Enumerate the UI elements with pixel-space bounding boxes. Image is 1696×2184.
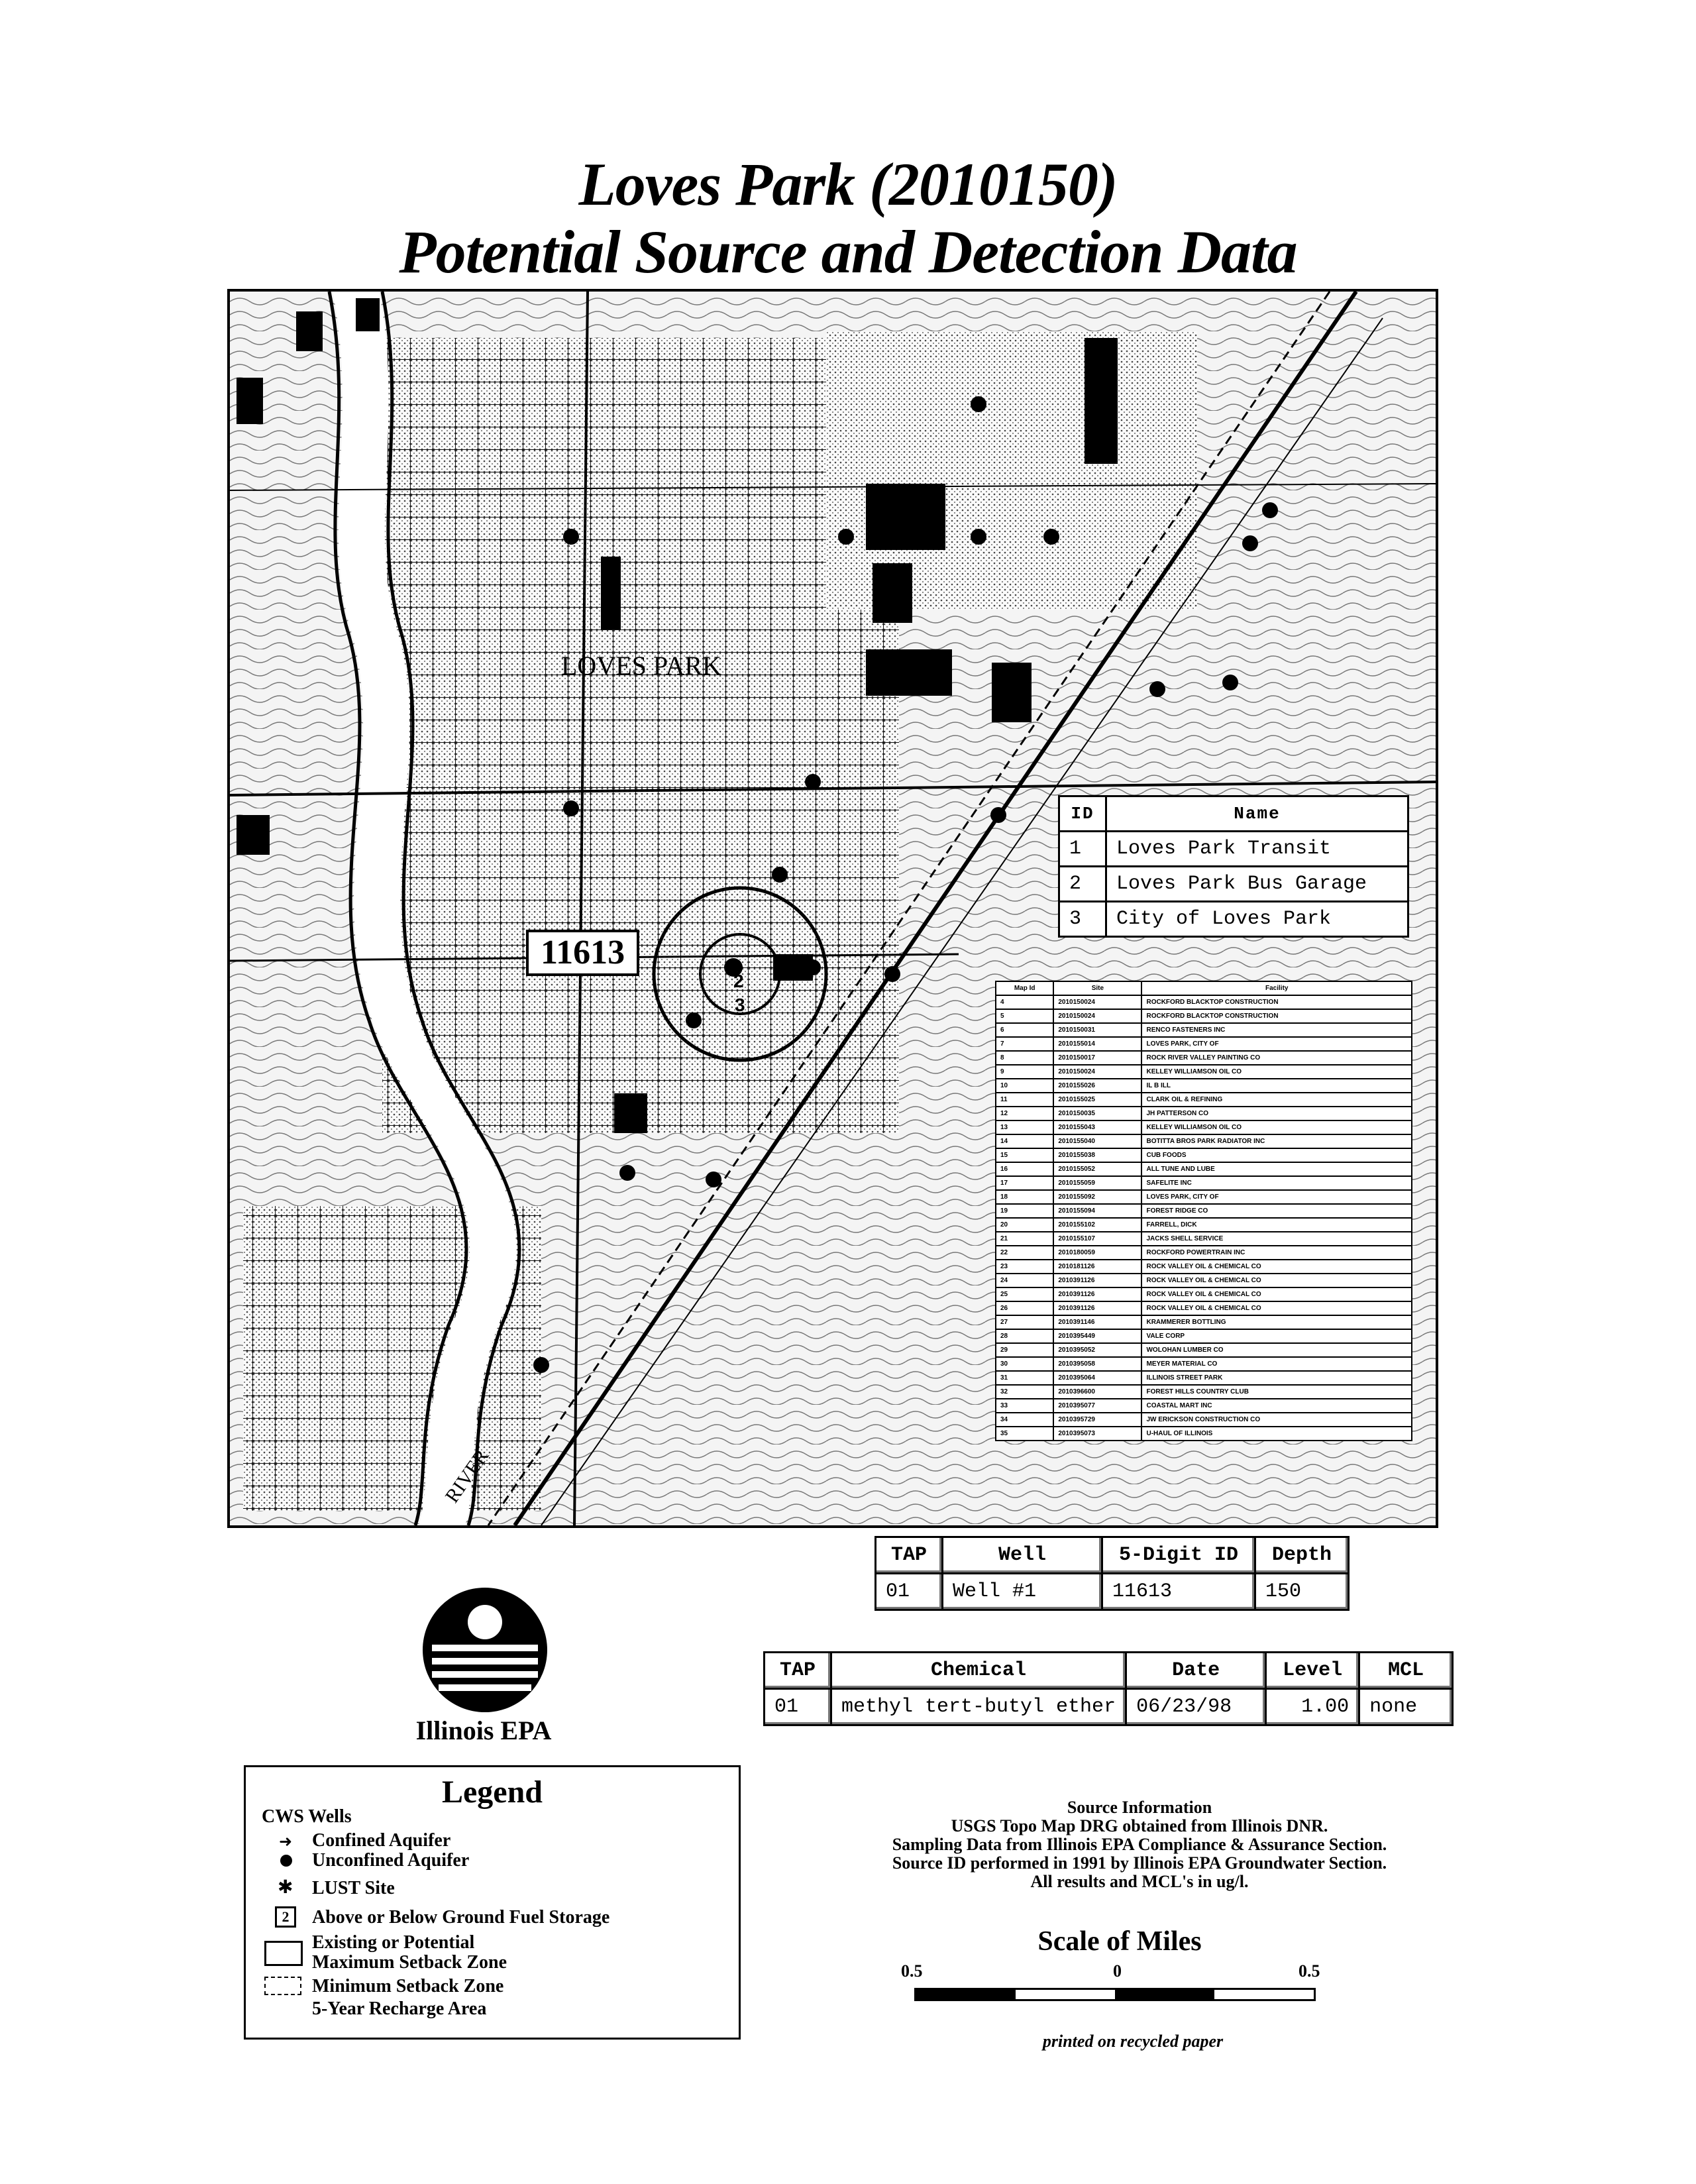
name-cell: City of Loves Park — [1106, 902, 1408, 937]
confined-aquifer-icon: ➜ — [279, 1833, 293, 1851]
site-cell: 2010155038 — [1053, 1148, 1141, 1162]
map-id-cell: 20 — [996, 1218, 1053, 1232]
unconfined-aquifer-icon — [280, 1855, 292, 1867]
facility-row — [996, 1190, 1412, 1204]
facility-cell: ROCKFORD POWERTRAIN INC — [1141, 1246, 1412, 1260]
facility-row — [996, 1357, 1412, 1371]
site-cell: 2010150024 — [1053, 995, 1141, 1009]
site-cell: 2010155092 — [1053, 1190, 1141, 1204]
facility-row — [996, 1065, 1412, 1079]
source-line: Source ID performed in 1991 by Illinois EPA Groundwater Section. — [892, 1853, 1387, 1873]
facility-row — [996, 1023, 1412, 1037]
facility-cell: RENCO FASTENERS INC — [1141, 1023, 1412, 1037]
facility-cell: FOREST HILLS COUNTRY CLUB — [1141, 1385, 1412, 1399]
chemical-table — [763, 1651, 1454, 1726]
facility-row — [996, 1274, 1412, 1287]
facility-row — [996, 1246, 1412, 1260]
site-cell: 2010155026 — [1053, 1079, 1141, 1093]
map-id-cell: 14 — [996, 1134, 1053, 1148]
scale-title: Scale of Miles — [1037, 1926, 1202, 1957]
chem-tap-cell: 01 — [765, 1689, 831, 1725]
facility-cell: LOVES PARK, CITY OF — [1141, 1190, 1412, 1204]
facility-cell: ROCK VALLEY OIL & CHEMICAL CO — [1141, 1274, 1412, 1287]
map-id-cell: 15 — [996, 1148, 1053, 1162]
map-id-cell: 18 — [996, 1190, 1053, 1204]
facility-row — [996, 1413, 1412, 1427]
source-heading: Source Information — [1067, 1798, 1212, 1817]
id-table-row — [1059, 832, 1408, 867]
source-line: All results and MCL's in ug/l. — [1030, 1872, 1249, 1891]
map-id-cell: 23 — [996, 1260, 1053, 1274]
scale-bar — [914, 1988, 1316, 2001]
map-id-cell: 21 — [996, 1232, 1053, 1246]
facility-cell: JH PATTERSON CO — [1141, 1107, 1412, 1120]
source-information — [742, 1798, 1537, 1891]
illinois-epa-logo-icon — [419, 1584, 551, 1716]
legend-item-label: Unconfined Aquifer — [312, 1850, 470, 1871]
map-id-cell: 25 — [996, 1287, 1053, 1301]
legend-item-label: Confined Aquifer — [312, 1830, 451, 1851]
well-name-cell: Well #1 — [943, 1574, 1102, 1610]
agency-name: Illinois EPA — [415, 1716, 552, 1745]
lust-site-icon: ✱ — [278, 1877, 293, 1898]
source-line: USGS Topo Map DRG obtained from Illinois DNR. — [951, 1816, 1328, 1835]
map-id-cell: 11 — [996, 1093, 1053, 1107]
legend — [244, 1765, 741, 2040]
facility-row — [996, 1204, 1412, 1218]
map-id-cell: 12 — [996, 1107, 1053, 1120]
chem-header-mcl: MCL — [1359, 1653, 1453, 1689]
facility-row — [996, 995, 1412, 1009]
map-id-cell: 6 — [996, 1023, 1053, 1037]
minimum-setback-zone-icon — [264, 1977, 301, 1995]
map-id-cell: 27 — [996, 1315, 1053, 1329]
site-cell: 2010395073 — [1053, 1427, 1141, 1441]
fuel-storage-label-2: 2 — [733, 971, 744, 991]
map-id-cell: 17 — [996, 1176, 1053, 1190]
facility-row — [996, 1079, 1412, 1093]
site-cell: 2010391126 — [1053, 1274, 1141, 1287]
scale-bar-segment — [916, 1990, 1016, 1999]
facility-row — [996, 1427, 1412, 1441]
legend-item-label: Existing or Potential — [312, 1932, 475, 1953]
scale-bar-segment — [1115, 1990, 1214, 1999]
facility-header-map-id: Map Id — [996, 981, 1053, 995]
facility-row — [996, 1218, 1412, 1232]
well-header-depth: Depth — [1255, 1537, 1349, 1574]
map-id-cell: 24 — [996, 1274, 1053, 1287]
site-cell: 2010181126 — [1053, 1260, 1141, 1274]
facility-row — [996, 1093, 1412, 1107]
map-id-cell: 31 — [996, 1371, 1053, 1385]
facility-row — [996, 1399, 1412, 1413]
legend-group-label: CWS Wells — [262, 1806, 352, 1827]
facility-cell: FARRELL, DICK — [1141, 1218, 1412, 1232]
fuel-storage-icon: 2 — [275, 1906, 296, 1928]
facility-cell: ALL TUNE AND LUBE — [1141, 1162, 1412, 1176]
printed-note: printed on recycled paper — [1042, 2032, 1224, 2051]
scale-tick-middle: 0 — [1113, 1961, 1122, 1981]
facility-cell: MEYER MATERIAL CO — [1141, 1357, 1412, 1371]
page-title-line-2: Potential Source and Detection Data — [399, 218, 1297, 286]
map-id-cell: 4 — [996, 995, 1053, 1009]
scale-tick-right: 0.5 — [1298, 1961, 1320, 1981]
site-cell: 2010155040 — [1053, 1134, 1141, 1148]
legend-item-label: Minimum Setback Zone — [312, 1976, 504, 1996]
chem-header-tap: TAP — [765, 1653, 831, 1689]
facility-cell: ROCK VALLEY OIL & CHEMICAL CO — [1141, 1260, 1412, 1274]
well-header-tap: TAP — [876, 1537, 943, 1574]
facility-header-facility: Facility — [1141, 981, 1412, 995]
map-id-cell: 33 — [996, 1399, 1053, 1413]
id-table-row — [1059, 902, 1408, 937]
legend-item-label: Maximum Setback Zone — [312, 1952, 507, 1973]
name-cell: Loves Park Bus Garage — [1106, 867, 1408, 902]
facility-cell: FOREST RIDGE CO — [1141, 1204, 1412, 1218]
facility-cell: JACKS SHELL SERVICE — [1141, 1232, 1412, 1246]
source-line: Sampling Data from Illinois EPA Compliance & Assurance Section. — [892, 1835, 1387, 1854]
map-id-cell: 30 — [996, 1357, 1053, 1371]
map-id-cell: 8 — [996, 1051, 1053, 1065]
site-cell: 2010395052 — [1053, 1343, 1141, 1357]
facility-cell: BOTITTA BROS PARK RADIATOR INC — [1141, 1134, 1412, 1148]
facility-row — [996, 1051, 1412, 1065]
map-id-cell: 19 — [996, 1204, 1053, 1218]
site-cell: 2010155107 — [1053, 1232, 1141, 1246]
facility-cell: KRAMMERER BOTTLING — [1141, 1315, 1412, 1329]
facility-row — [996, 1232, 1412, 1246]
well-id-cell: 11613 — [1102, 1574, 1255, 1610]
map-river-label: RIVER — [441, 1445, 494, 1507]
map-id-cell: 10 — [996, 1079, 1053, 1093]
site-cell: 2010395058 — [1053, 1357, 1141, 1371]
facility-cell: ROCK RIVER VALLEY PAINTING CO — [1141, 1051, 1412, 1065]
facility-header-site: Site — [1053, 981, 1141, 995]
facility-row — [996, 1120, 1412, 1134]
site-cell: 2010391126 — [1053, 1301, 1141, 1315]
site-cell: 2010391146 — [1053, 1315, 1141, 1329]
site-cell: 2010395064 — [1053, 1371, 1141, 1385]
facility-cell: VALE CORP — [1141, 1329, 1412, 1343]
facility-table — [995, 981, 1412, 1441]
facility-cell: JW ERICKSON CONSTRUCTION CO — [1141, 1413, 1412, 1427]
chem-header-date: Date — [1126, 1653, 1266, 1689]
facility-cell: KELLEY WILLIAMSON OIL CO — [1141, 1065, 1412, 1079]
site-cell: 2010395729 — [1053, 1413, 1141, 1427]
map-id-cell: 26 — [996, 1301, 1053, 1315]
map-id-cell: 16 — [996, 1162, 1053, 1176]
id-cell: 3 — [1059, 902, 1106, 937]
facility-cell: ROCKFORD BLACKTOP CONSTRUCTION — [1141, 1009, 1412, 1023]
chem-level-cell: 1.00 — [1266, 1689, 1359, 1725]
facility-row — [996, 1148, 1412, 1162]
fuel-storage-label-3: 3 — [735, 995, 745, 1015]
well-tap-cell: 01 — [876, 1574, 943, 1610]
legend-item-label: Above or Below Ground Fuel Storage — [312, 1907, 610, 1928]
facility-row — [996, 1385, 1412, 1399]
well-id-callout: 11613 — [526, 930, 639, 976]
map-id-cell: 9 — [996, 1065, 1053, 1079]
facility-row — [996, 1134, 1412, 1148]
chem-header-level: Level — [1266, 1653, 1359, 1689]
topographic-map[interactable] — [227, 289, 1438, 1528]
facility-row — [996, 1260, 1412, 1274]
scale-tick-left: 0.5 — [901, 1961, 923, 1981]
map-id-cell: 28 — [996, 1329, 1053, 1343]
chem-mcl-cell: none — [1359, 1689, 1453, 1725]
facility-cell: CUB FOODS — [1141, 1148, 1412, 1162]
chem-row — [765, 1689, 1453, 1725]
facility-cell: ROCKFORD BLACKTOP CONSTRUCTION — [1141, 995, 1412, 1009]
well-header-id: 5-Digit ID — [1102, 1537, 1255, 1574]
facility-cell: ROCK VALLEY OIL & CHEMICAL CO — [1141, 1301, 1412, 1315]
facility-row — [996, 1107, 1412, 1120]
source-id-table — [1058, 795, 1409, 938]
site-cell: 2010391126 — [1053, 1287, 1141, 1301]
map-id-cell: 32 — [996, 1385, 1053, 1399]
well-header-well: Well — [943, 1537, 1102, 1574]
facility-cell: ROCK VALLEY OIL & CHEMICAL CO — [1141, 1287, 1412, 1301]
facility-cell: U-HAUL OF ILLINOIS — [1141, 1427, 1412, 1441]
map-id-cell: 13 — [996, 1120, 1053, 1134]
well-table — [874, 1536, 1350, 1611]
id-cell: 2 — [1059, 867, 1106, 902]
map-place-label: LOVES PARK — [561, 651, 721, 681]
site-cell: 2010180059 — [1053, 1246, 1141, 1260]
site-cell: 2010395077 — [1053, 1399, 1141, 1413]
well-row — [876, 1574, 1349, 1610]
map-id-cell: 34 — [996, 1413, 1053, 1427]
facility-row — [996, 1162, 1412, 1176]
facility-cell: WOLOHAN LUMBER CO — [1141, 1343, 1412, 1357]
id-table-header-id: ID — [1059, 796, 1106, 832]
chem-name-cell: methyl tert-butyl ether — [831, 1689, 1126, 1725]
site-cell: 2010396600 — [1053, 1385, 1141, 1399]
site-cell: 2010155059 — [1053, 1176, 1141, 1190]
maximum-setback-zone-icon — [264, 1941, 303, 1966]
facility-row — [996, 1343, 1412, 1357]
site-cell: 2010155014 — [1053, 1037, 1141, 1051]
facility-cell: LOVES PARK, CITY OF — [1141, 1037, 1412, 1051]
site-cell: 2010155094 — [1053, 1204, 1141, 1218]
site-cell: 2010150024 — [1053, 1009, 1141, 1023]
facility-row — [996, 1176, 1412, 1190]
map-id-cell: 5 — [996, 1009, 1053, 1023]
site-cell: 2010150035 — [1053, 1107, 1141, 1120]
id-table-row — [1059, 867, 1408, 902]
site-cell: 2010150031 — [1053, 1023, 1141, 1037]
name-cell: Loves Park Transit — [1106, 832, 1408, 867]
site-cell: 2010155102 — [1053, 1218, 1141, 1232]
facility-row — [996, 1301, 1412, 1315]
facility-cell: SAFELITE INC — [1141, 1176, 1412, 1190]
facility-cell: IL B ILL — [1141, 1079, 1412, 1093]
site-cell: 2010150024 — [1053, 1065, 1141, 1079]
map-id-cell: 35 — [996, 1427, 1053, 1441]
site-cell: 2010150017 — [1053, 1051, 1141, 1065]
facility-cell: KELLEY WILLIAMSON OIL CO — [1141, 1120, 1412, 1134]
site-cell: 2010155025 — [1053, 1093, 1141, 1107]
legend-item-label: 5-Year Recharge Area — [312, 1998, 487, 2019]
facility-cell: COASTAL MART INC — [1141, 1399, 1412, 1413]
well-depth-cell: 150 — [1255, 1574, 1349, 1610]
site-cell: 2010155043 — [1053, 1120, 1141, 1134]
facility-row — [996, 1371, 1412, 1385]
facility-cell: CLARK OIL & REFINING — [1141, 1093, 1412, 1107]
facility-row — [996, 1037, 1412, 1051]
facility-row — [996, 1329, 1412, 1343]
page-title-line-1: Loves Park (2010150) — [578, 150, 1118, 218]
map-id-cell: 29 — [996, 1343, 1053, 1357]
facility-row — [996, 1287, 1412, 1301]
chem-date-cell: 06/23/98 — [1126, 1689, 1266, 1725]
id-table-header-name: Name — [1106, 796, 1408, 832]
facility-cell: ILLINOIS STREET PARK — [1141, 1371, 1412, 1385]
site-cell: 2010155052 — [1053, 1162, 1141, 1176]
facility-row — [996, 1009, 1412, 1023]
facility-row — [996, 1315, 1412, 1329]
chem-header-chemical: Chemical — [831, 1653, 1126, 1689]
map-id-cell: 7 — [996, 1037, 1053, 1051]
legend-item-label: LUST Site — [312, 1878, 395, 1898]
site-cell: 2010395449 — [1053, 1329, 1141, 1343]
legend-title: Legend — [441, 1774, 543, 1810]
id-cell: 1 — [1059, 832, 1106, 867]
map-id-cell: 22 — [996, 1246, 1053, 1260]
